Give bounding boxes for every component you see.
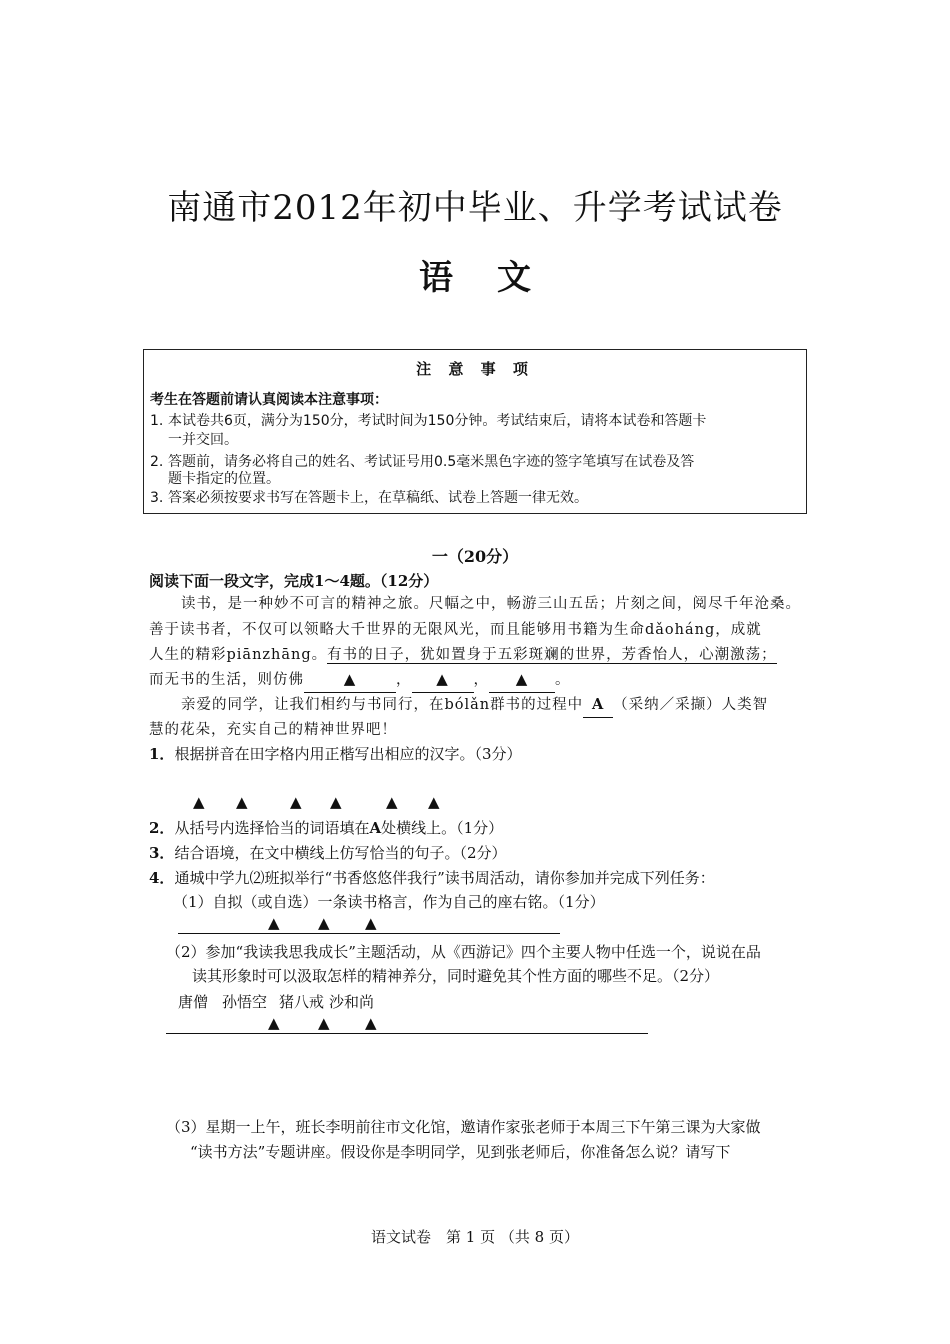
blank-a[interactable]: A: [583, 693, 613, 718]
notice-item-2: [150, 453, 806, 486]
question-4-3-line-1: （3）星期一上午，班长李明前往市文化馆，邀请作家张老师于本周三下午第三课为大家做: [166, 1118, 761, 1136]
triangle-marker-icon: ▲: [365, 1014, 377, 1032]
passage-text: 善于读书者，不仅可以领略大千世界的无限风光，而且能够用书籍为生命: [149, 622, 645, 638]
question-text: 根据拼音在田字格内用正楷写出相应的汉字。（3分）: [174, 745, 522, 763]
question-4-1: （1）自拟（或自选）一条读书格言，作为自己的座右铭。（1分）: [173, 893, 605, 911]
question-number: 1．: [149, 745, 175, 763]
notice-item-3: [150, 489, 806, 508]
question-number: 4．: [149, 869, 175, 887]
notice-item-num: 2.: [150, 454, 164, 470]
answer-blank[interactable]: [489, 667, 555, 693]
question-1: [149, 742, 521, 766]
passage-text: 而无书的生活，则仿佛: [149, 672, 304, 688]
answer-blank[interactable]: [304, 667, 396, 693]
passage-line-5: [181, 693, 768, 718]
subject-title: [0, 250, 950, 299]
triangle-marker-icon: ▲: [318, 914, 330, 932]
notice-item-cont: 题卡指定的位置。: [168, 471, 280, 487]
triangle-marker-icon: ▲: [515, 670, 529, 688]
passage-text: 。: [311, 647, 328, 663]
question-4: [149, 866, 715, 890]
passage-text: （采纳／采撷）人类智: [613, 697, 769, 713]
notice-item-1: [150, 412, 806, 450]
notice-item-num: 1.: [150, 413, 164, 429]
question-text: 通城中学九⑵班拟举行“书香悠悠伴我行”读书周活动，请你参加并完成下列任务：: [174, 869, 715, 887]
underlined-sentence: 有书的日子，犹如置身于五彩斑斓的世界，芳香怡人，心潮激荡；: [327, 647, 777, 663]
notice-item-text: 答案必须按要求书写在答题卡上，在草稿纸、试卷上答题一律无效。: [168, 490, 588, 506]
character-name: 猪八戒: [279, 993, 325, 1011]
question-3: [149, 841, 506, 865]
character-name: 唐僧: [178, 993, 209, 1011]
period: 。: [555, 672, 571, 688]
triangle-marker-icon: ▲: [290, 793, 302, 811]
passage-line-1: 读书，是一种妙不可言的精神之旅。尺幅之中，畅游三山五岳；片刻之间，阅尽千年沧桑。: [181, 596, 801, 612]
question-2: [149, 816, 503, 840]
question-text-a: A: [369, 819, 382, 837]
character-name: 沙和尚: [329, 993, 375, 1011]
pinyin-bolan: bólǎn: [444, 697, 491, 713]
triangle-marker-icon: ▲: [268, 1014, 280, 1032]
question-text: 从括号内选择恰当的词语填在: [174, 819, 370, 837]
notice-item-text: 答题前，请务必将自己的姓名、考试证号用0.5毫米黑色字迹的签字笔填写在试卷及答: [168, 454, 695, 470]
notice-item-cont: 一并交回。: [168, 432, 238, 448]
question-text: 处横线上。（1分）: [381, 819, 504, 837]
passage-text: 人生的精彩: [149, 647, 227, 663]
question-4-2-line-2: 读其形象时可以汲取怎样的精神养分，同时避免其个性方面的哪些不足。（2分）: [192, 967, 720, 985]
triangle-marker-icon: ▲: [428, 793, 440, 811]
question-4-2-line-1: （2）参加“我读我思我成长”主题活动，从《西游记》四个主要人物中任选一个，说说在品: [166, 943, 761, 961]
triangle-marker-icon: ▲: [386, 793, 398, 811]
question-4-3-line-2: “读书方法”专题讲座。假设你是李明同学，见到张老师后，你准备怎么说？请写下: [190, 1143, 731, 1161]
question-number: 3．: [149, 844, 175, 862]
notice-intro: 考生在答题前请认真阅读本注意事项：: [150, 392, 388, 408]
answer-line[interactable]: [178, 933, 560, 934]
character-list: [178, 990, 374, 1014]
notice-box: [143, 349, 807, 514]
comma: ，: [473, 672, 489, 688]
passage-line-2: [149, 618, 762, 642]
triangle-marker-icon: ▲: [365, 914, 377, 932]
passage-text: 群书的过程中: [490, 697, 584, 713]
comma: ，: [396, 672, 412, 688]
triangle-marker-icon: ▲: [268, 914, 280, 932]
page-footer: 语文试卷 第 1 页 （共 8 页）: [371, 1228, 579, 1246]
notice-item-text: 本试卷共6页，满分为150分，考试时间为150分钟。考试结束后，请将本试卷和答题卡: [168, 413, 707, 429]
triangle-marker-icon: ▲: [193, 793, 205, 811]
triangle-marker-icon: ▲: [236, 793, 248, 811]
reading-instruction: 阅读下面一段文字，完成1～4题。（12分）: [149, 572, 439, 590]
passage-line-6: 慧的花朵，充实自己的精神世界吧！: [149, 722, 397, 738]
pinyin-daohang: dǎoháng: [645, 622, 716, 638]
exam-title: 南通市2012年初中毕业、升学考试试卷: [167, 188, 783, 228]
triangle-marker-icon: ▲: [343, 670, 357, 688]
triangle-marker-icon: ▲: [318, 1014, 330, 1032]
passage-line-3: [149, 643, 777, 667]
section-heading: 一（20分）: [431, 547, 519, 566]
triangle-marker-icon: ▲: [330, 793, 342, 811]
answer-blank[interactable]: [412, 667, 474, 693]
passage-line-4: [149, 667, 571, 693]
notice-heading: 注 意 事 项: [416, 360, 534, 378]
question-text: 结合语境，在文中横线上仿写恰当的句子。（2分）: [174, 844, 507, 862]
question-number: 2．: [149, 819, 175, 837]
pinyin-pianzhang: piānzhāng: [226, 647, 312, 663]
triangle-marker-icon: ▲: [436, 670, 449, 688]
subject-char-2: 文: [497, 258, 531, 298]
answer-line[interactable]: [166, 1033, 648, 1034]
subject-char-1: 语: [419, 258, 453, 298]
passage-text: ，成就: [715, 622, 762, 638]
notice-item-num: 3.: [150, 490, 164, 506]
passage-text: 亲爱的同学，让我们相约与书同行，在: [181, 697, 445, 713]
character-name: 孙悟空: [222, 993, 268, 1011]
